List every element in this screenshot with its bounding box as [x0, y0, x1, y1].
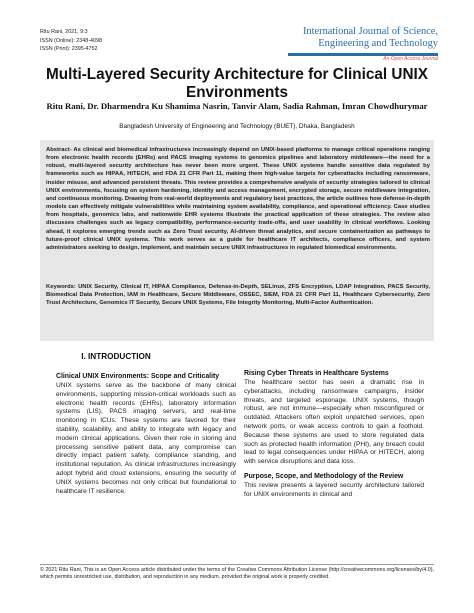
subsection-heading: Rising Cyber Threats in Healthcare Systems: [244, 370, 389, 377]
issn-print: ISSN (Print): 2395-4752: [40, 46, 98, 53]
affiliation: Bangladesh University of Engineering and Technology (BUET), Dhaka, Bangladesh: [119, 123, 355, 130]
abstract-box: [40, 140, 434, 341]
journal-name-line1: International Journal of Science,: [302, 26, 438, 37]
footer-divider: [40, 564, 434, 565]
journal-name: [288, 26, 438, 56]
left-column: [56, 372, 236, 496]
paragraph: The healthcare sector has seen a dramatic rise in cyberattacks, including ransomware campaigns, insider threats, and targeted espionage. UNIX systems, though robust, are not immune—especially when misconfigured or outdated. Attackers often exploit unpatched services, open network ports, or weak access controls to gain a foothold. Because these systems are used to store regulated data such as protected health information (PHI), any breach could lead to legal consequences under HIPAA or HITECH, along with service disruptions and data loss.: [244, 379, 424, 466]
keywords-text: Keywords: UNIX Security, Clinical IT, HIPAA Compliance, Defense-in-Depth, SELinux, ZFS Encryption, LDAP Integration, PACS Security, Biomedical Data Protection, IAM in Healthcare, Secure Middleware, OSSEC, SIEM, FDA 21 CFR Part 11, Healthcare Cybersecurity, Zero Trust Architecture, Genomics IT Security, Secure UNIX Systems, File Integrity Monitoring, Multi-Factor Authentication.: [46, 284, 430, 307]
paragraph: This review presents a layered security architecture tailored for UNIX environments in clinical and: [244, 481, 424, 498]
subsection-heading: Purpose, Scope, and Methodology of the Review: [244, 472, 404, 480]
open-access-label: An Open Access Journal: [383, 56, 438, 62]
right-column: [244, 369, 424, 500]
journal-name-line2: Engineering and Technology: [318, 37, 438, 49]
section-heading: I. INTRODUCTION: [81, 352, 151, 361]
subsection-heading: Clinical UNIX Environments: Scope and Criticality: [56, 373, 220, 380]
license-footer: © 2021 Ritu Rani, This is an Open Access article distributed under the terms of the Creative Commons Attribution License (http://creativecommons.org/licenses/by/4.0), which permits unrestricted use, distribution, and reproduction in any medium, provided the original work is properly credited.: [40, 567, 434, 581]
paper-title: Multi-Layered Security Architecture for Clinical UNIX Environments: [46, 66, 428, 101]
citation-block: [40, 28, 102, 54]
citation-line: Ritu Rani, 2021, 9:3: [40, 29, 88, 35]
author-list: Ritu Rani, Dr. Dharmendra Ku Shamima Nasrin, Tanvir Alam, Sadia Rahman, Imran Chowdhurymar: [46, 101, 428, 111]
issn-online: ISSN (Online): 2348-4098: [40, 37, 103, 44]
abstract-text: Abstract- As clinical and biomedical infrastructures increasingly depend on UNIX-based platforms to manage critical operations ranging from electronic health records (EHRs) and PACS imaging systems to genomics pipelines and laboratory middleware—the need for a robust, multi-layered security architecture has never been more urgent. These UNIX systems handle sensitive data regulated by frameworks such as HIPAA, HITECH, and FDA 21 CFR Part 11, making them high-value targets for cyberattacks including ransomware, insider misuse, and advanced persistent threats. This review provides a comprehensive analysis of security strategies tailored to clinical UNIX environments, focusing on system hardening, identity and access management, encrypted storage, secure middleware integration, and continuous monitoring. Drawing from real-world deployments and regulatory best practices, the article outlines how defense-in-depth models can effectively mitigate vulnerabilities while maintaining system availability, compliance, and operational efficiency. Case studies from hospitals, genomics labs, and nationwide EHR systems illustrate the practical application of these strategies. The review also discusses challenges such as legacy compatibility, performance-security trade-offs, and user usability in clinical workflows. Looking ahead, it explores emerging trends such as Zero Trust security, AI-driven threat analytics, and secure containerization as pathways to future-proof clinical UNIX systems. This work serves as a guide for healthcare IT architects, compliance officers, and system administrators seeking to design, implement, and maintain secure UNIX infrastructures in regulated biomedical environments.: [46, 147, 430, 251]
paragraph: UNIX systems serve as the backbone of many clinical environments, supporting mission-critical workloads such as electronic health records (EHRs), laboratory information systems (LIS), PACS imaging servers, and real-time monitoring in ICUs. These systems are favored for their stability, scalability, and ability to integrate with legacy and modern clinical applications. Given their role in storing and processing sensitive patient data, any compromise can directly impact patient safety, compliance standing, and institutional reputation. As clinical infrastructures increasingly adopt hybrid and cloud extensions, ensuring the security of UNIX systems becomes not only critical but foundational to healthcare IT resilience.: [56, 382, 236, 495]
